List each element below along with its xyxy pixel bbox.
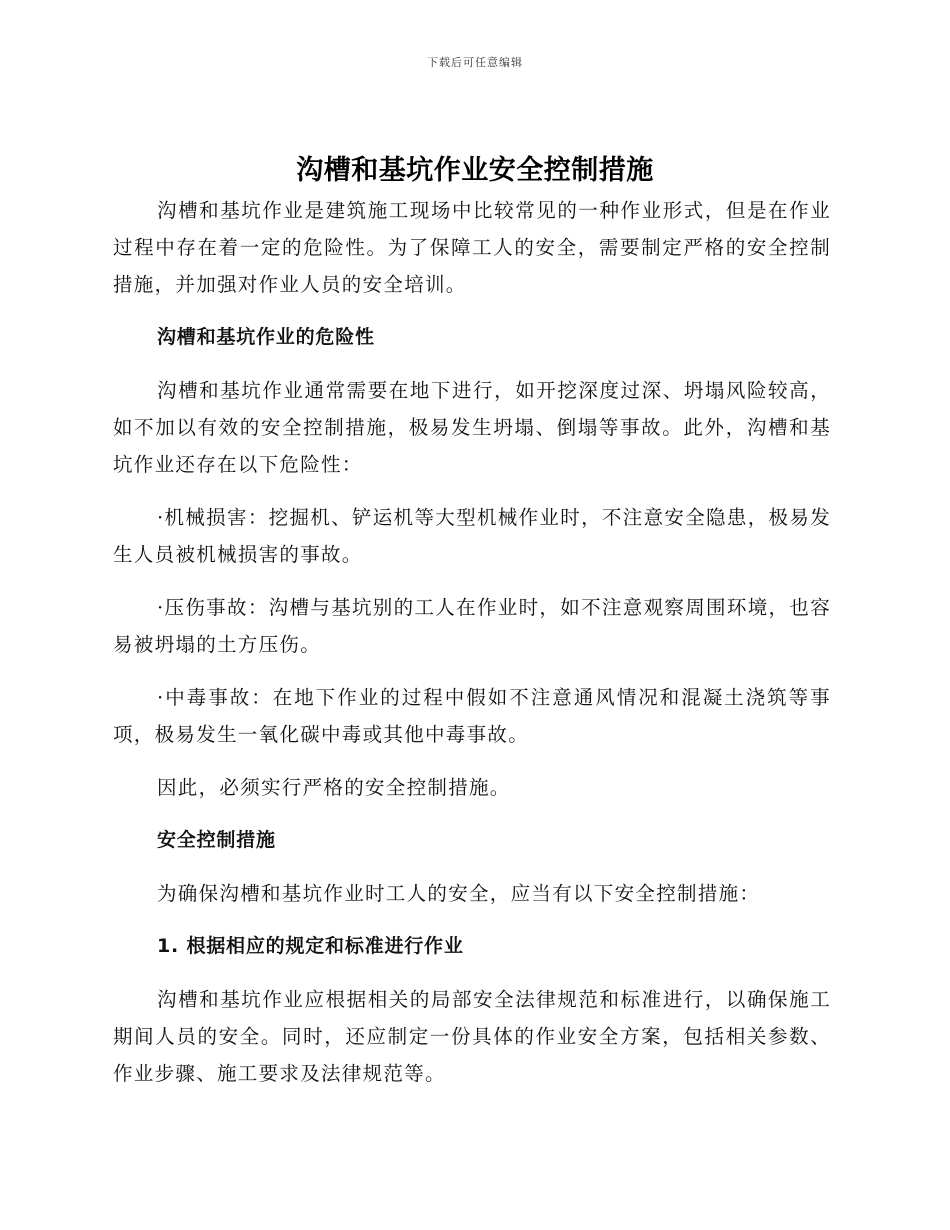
bullet-item-poisoning: ·中毒事故：在地下作业的过程中假如不注意通风情况和混凝土浇筑等事项，极易发生一氧化碳中毒或其他中毒事故。 [113, 686, 831, 746]
bullet-item-mechanical: ·机械损害：挖掘机、铲运机等大型机械作业时，不注意安全隐患，极易发生人员被机械损害的事故。 [113, 506, 831, 566]
header-note: 下载后可任意编辑 [427, 56, 523, 69]
spacer [113, 356, 831, 372]
spacer [113, 806, 831, 822]
standards-paragraph: 沟槽和基坑作业应根据相关的局部安全法律规范和标准进行，以确保施工期间人员的安全。同时，还应制定一份具体的作业安全方案，包括相关参数、作业步骤、施工要求及法律规范等。 [113, 988, 831, 1085]
spacer [113, 859, 831, 875]
spacer [113, 303, 831, 319]
measures-paragraph: 为确保沟槽和基坑作业时工人的安全，应当有以下安全控制措施： [157, 882, 761, 905]
subsection-heading-standards: 1. 根据相应的规定和标准进行作业 [157, 935, 464, 957]
hazards-conclusion: 因此，必须实行严格的安全控制措施。 [157, 776, 511, 799]
intro-paragraph: 沟槽和基坑作业是建筑施工现场中比较常见的一种作业形式，但是在作业过程中存在着一定的危险性。为了保障工人的安全，需要制定严格的安全控制措施，并加强对作业人员的安全培训。 [113, 199, 831, 296]
document-title: 沟槽和基坑作业安全控制措施 [296, 155, 654, 186]
hazards-paragraph: 沟槽和基坑作业通常需要在地下进行，如开挖深度过深、坍塌风险较高，如不加以有效的安全控制措施，极易发生坍塌、倒塌等事故。此外，沟槽和基坑作业还存在以下危险性： [113, 379, 831, 476]
spacer [113, 912, 831, 928]
section-heading-measures: 安全控制措施 [157, 829, 276, 851]
section-heading-hazards: 沟槽和基坑作业的危险性 [157, 326, 375, 348]
bullet-item-crush: ·压伤事故：沟槽与基坑别的工人在作业时，如不注意观察周围环境，也容易被坍塌的土方压伤。 [113, 596, 831, 656]
spacer [113, 753, 831, 769]
spacer [113, 965, 831, 981]
spacer [113, 483, 831, 499]
spacer [113, 573, 831, 589]
spacer [113, 663, 831, 679]
document-body [113, 192, 831, 1092]
